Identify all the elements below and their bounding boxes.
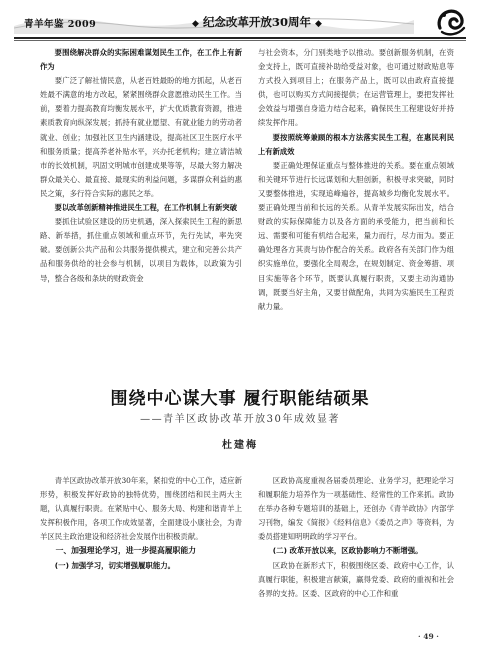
swirl-logo-icon	[434, 6, 468, 38]
subsection-heading: (一) 加强学习，切实增强履职能力。	[54, 560, 175, 570]
paragraph: 与社会资本，分门别类地予以推动。要创新服务机制，在资金支持上，既可直接补助给受益对象，也可通过财政贴息等方式投入到项目上；在服务产品上，既可以由政府直接提供，也可以购买方式间接提供；在运营管理上，要把发挥社会效益与增强自身造力结合起来，确保民生工程建设好并持续发挥作用。	[258, 48, 454, 128]
section-heading: 要以改革创新精神推进民生工程，在工作机制上有新突破	[54, 203, 238, 213]
section-heading: 要围绕解决群众的实际困难谋划民生工作，在工作上有新作为	[40, 48, 242, 72]
paragraph: 要正确处理保证重点与整体推进的关系。要在重点领域和关键环节进行长远谋划和大胆创新，积极寻求突破，同时又要整体推进，实现追峰遍谷，提高城乡均衡化发展水平。要正确处理当前和长远的关系。从青羊发展实际出发，结合财政的实际保障能力以及各方面的承受能力，把当前和长远、需要和可能有机结合起来，量力而行，尽力而为。要正确处理各方其责与协作配合的关系。政府各有关部门作为组织实施单位，要强化全局观念，在规划制定、资金筹措、项目实施等各个环节，既要认真履行职责，又要主动沟通协调，既要当好主角，又要甘做配角，共同为实施民生工程贡献力量。	[258, 160, 454, 311]
article-subtitle: ——青羊区政协改革开放30年成效显著	[140, 414, 340, 425]
paragraph: 要广泛了解社情民意，从老百姓最盼的地方抓起，从老百姓最不满意的地方改起，紧紧围绕群众意愿推动民生工作。当前，要着力提高教育均衡发展水平，扩大优质教育资源，推进素质教育向纵深发展；抓持有就业愿望、有就业能力的劳动者就业、创业；加强社区卫生内涵建设，提高社区卫生医疗水平和服务质量；提高养老补贴水平，兴办托老机构；建立请洁城市的长效机制，巩固文明城市创建成果等等，尽最大努力解决群众最关心、最直接、最现实的利益问题，多谋群众利益的惠民之策，多行符合实际的惠民之举。	[40, 76, 242, 198]
paragraph: 区政协在新形式下，积极围绕区委、政府中心工作，认真履行职能，积极建言献策，赢得党委、政府的重视和社会各界的支持。区委、区政府的中心工作和重	[258, 560, 454, 598]
header-title	[192, 14, 322, 30]
paragraph: 青羊区政协改革开放30年来，紧扣党的中心工作，适应新形势，积极发挥好政协的独特优势，围绕团结和民主两大主题，认真履行职责。在紧贴中心、服务大局、构建和谐青羊上发挥积极作用，各项工作成效显著，全面建设小康社会，为青羊区民主政治建设和经济社会发展作出积极贡献。	[40, 476, 242, 542]
page-header	[14, 8, 466, 36]
bottom-right-column	[258, 474, 454, 601]
section-heading: 要按照统筹兼顾的根本方法落实民生工程，在惠民利民上有新成效	[258, 132, 454, 156]
paragraph: 区政协高度重视各届委员理论、业务学习，把理论学习和履职能力培养作为一项基础性、经常性的工作来抓。政协在举办各种专题培训的基础上，还创办《青羊政协》内部学习刊物，编发《简报》《经料信息》《委员之声》等资料，为委员搭建知明明政的学习平台。	[258, 476, 454, 542]
bottom-left-column	[40, 474, 242, 573]
top-left-column	[40, 46, 242, 286]
article-author: 杜建梅	[222, 440, 258, 451]
subsection-heading: (二) 改革开放以来，区政协影响力不断增强。	[272, 546, 423, 556]
diamond-icon: ◆	[314, 19, 322, 29]
page-number: · 49 ·	[418, 632, 439, 641]
top-right-column	[258, 46, 454, 314]
diamond-icon: ◆	[192, 19, 199, 29]
article-title: 围绕中心谋大事 履行职能结硕果	[110, 389, 370, 409]
header-divider	[14, 37, 466, 39]
header-title-text: 纪念改革开放30周年	[202, 15, 311, 29]
yearbook-label: 青羊年鉴 2009	[24, 19, 97, 30]
paragraph: 要抓住试验区建设的历史机遇，深入探索民生工程的新思路、新举措，抓住重点领域和重点环节，先行先试，率先突破。要创新公共产品和公共服务提供模式，建立和完善公共产品和服务供给的社会参与机制，以项目为载体，以政策为引导，整合各级和条块的财政资金	[40, 217, 242, 283]
header-divider-thin	[14, 40, 466, 41]
section-heading: 一、加强理论学习，进一步提高履职能力	[55, 546, 196, 556]
